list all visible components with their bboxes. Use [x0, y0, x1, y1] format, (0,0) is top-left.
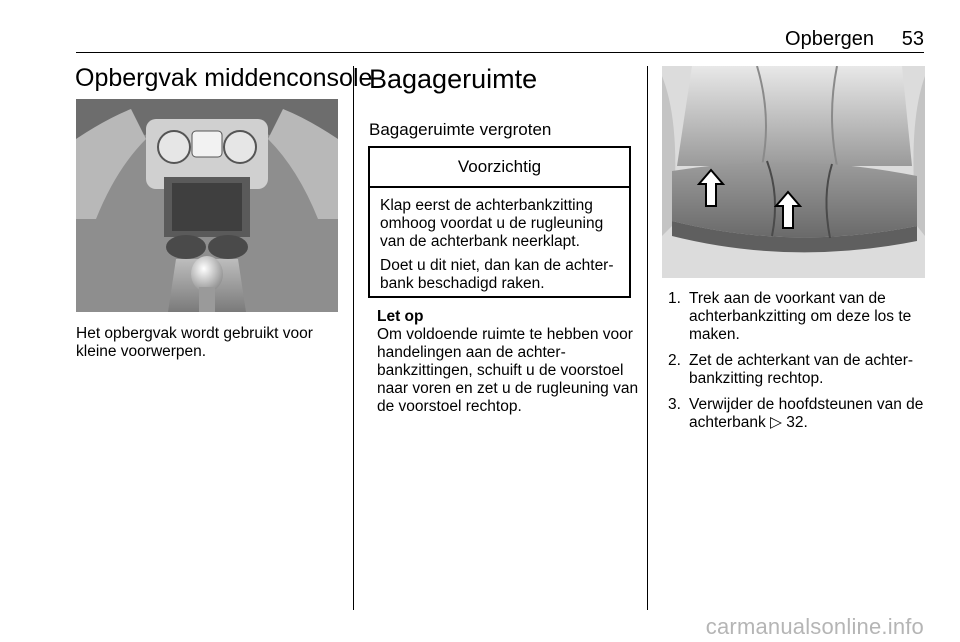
column-rule-1	[353, 66, 354, 610]
instruction-steps	[668, 290, 932, 440]
section-title-console: Opbergvak middenconsole	[75, 64, 373, 92]
rear-seat-illustration	[662, 66, 925, 278]
note-label: Let op	[377, 308, 424, 325]
console-description: Het opbergvak wordt gebruikt voor kleine voorwerpen.	[76, 325, 313, 360]
column-rule-2	[647, 66, 648, 610]
caution-heading: Voorzichtig	[370, 148, 629, 188]
page-number: 53	[901, 28, 924, 50]
watermark: carmanualsonline.info	[705, 614, 924, 639]
caution-text-1: Klap eerst de achterbankzitting omhoog voordat u de rugleuning van de achterbank neerklapt.	[380, 197, 604, 250]
caution-box	[368, 146, 631, 298]
section-title-luggage: Bagageruimte	[369, 64, 538, 94]
step-item: 2. Zet de achterkant van de achter-bankzitting rechtop.	[668, 352, 914, 387]
step-item: 3. Verwijder de hoofdsteunen van de achterbank ▷ 32.	[668, 396, 924, 431]
running-header-section: Opbergen	[785, 28, 874, 50]
note-text: Om voldoende ruimte te hebben voor handelingen aan de achter-bankzittingen, schuift u de voorstoel naar voren en zet u de rugleuning van de voorstoel rechtop.	[377, 326, 639, 415]
subsection-title: Bagageruimte vergroten	[369, 120, 552, 139]
caution-text-2: Doet u dit niet, dan kan de achter-bank beschadigd raken.	[380, 257, 614, 292]
center-console-illustration	[76, 99, 338, 312]
header-rule	[76, 52, 924, 53]
step-item: 1. Trek aan de voorkant van de achterbankzitting om deze los te maken.	[668, 290, 912, 343]
